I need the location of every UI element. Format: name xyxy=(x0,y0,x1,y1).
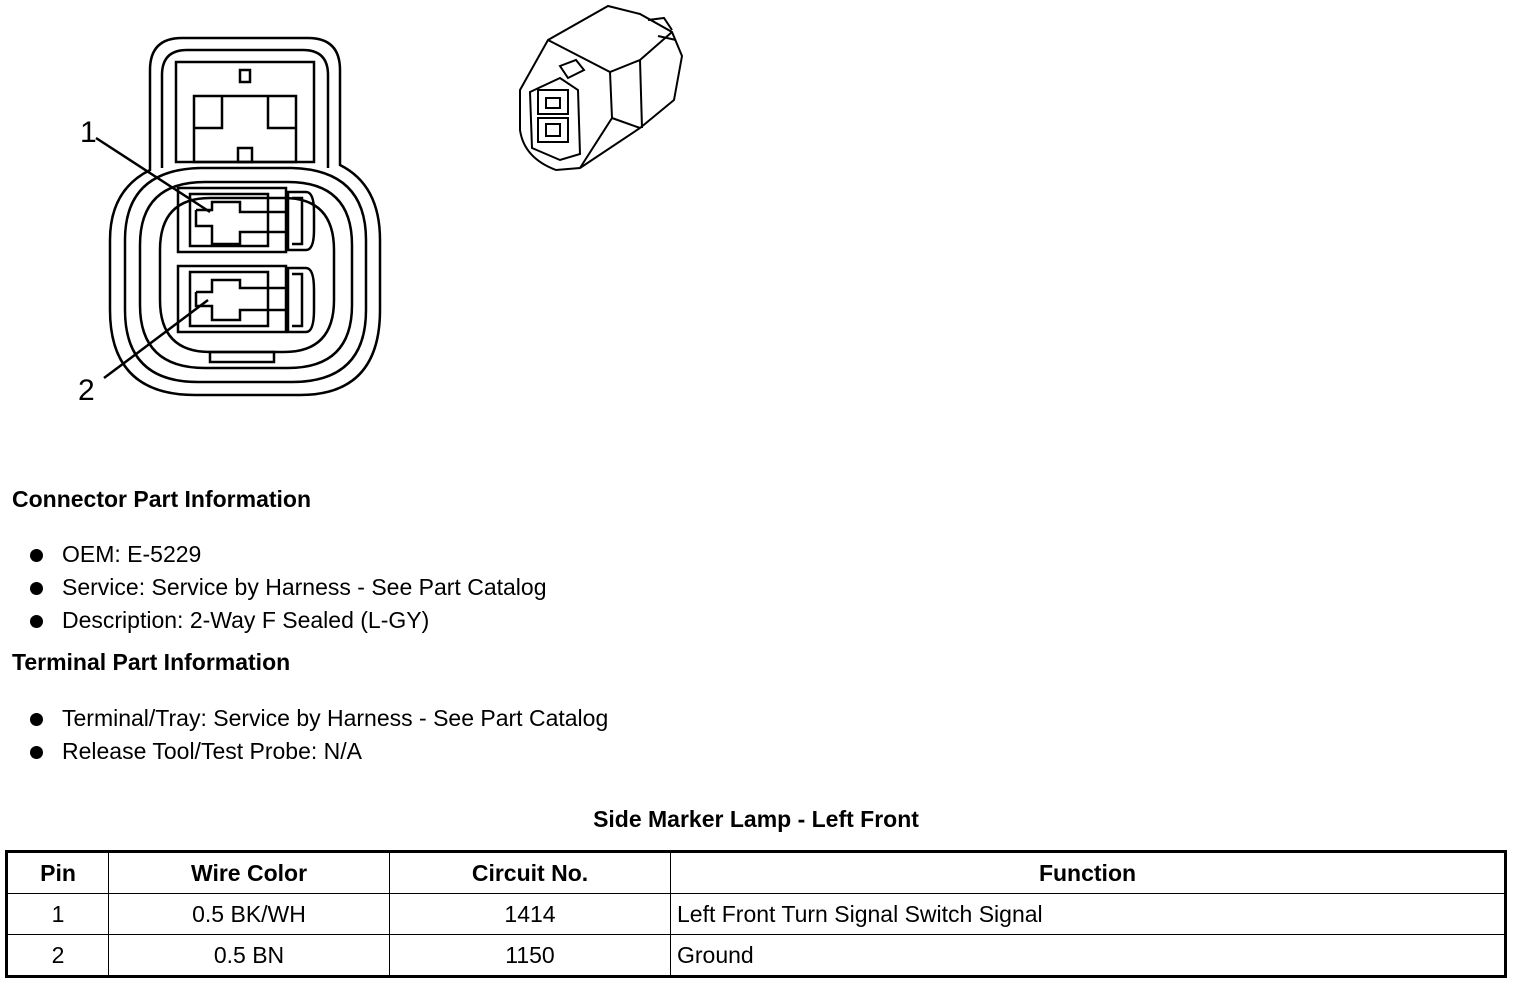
cell-wire-color: 0.5 BN xyxy=(109,935,390,977)
table-row xyxy=(7,935,1506,977)
connector-isometric-view xyxy=(520,6,682,170)
cavity-2 xyxy=(178,266,286,332)
bullet-icon xyxy=(30,746,43,759)
cell-pin: 2 xyxy=(7,935,109,977)
connector-diagram xyxy=(0,0,720,420)
cell-function: Left Front Turn Signal Switch Signal xyxy=(671,894,1506,935)
pin-label-2: 2 xyxy=(78,374,95,407)
connector-housing-outline xyxy=(110,38,380,395)
connector-part-info-list xyxy=(0,538,546,637)
cell-circuit-no: 1150 xyxy=(390,935,671,977)
cell-circuit-no: 1414 xyxy=(390,894,671,935)
table-header-row xyxy=(7,852,1506,894)
terminal-part-info-list xyxy=(0,702,608,768)
pin-table-title: Side Marker Lamp - Left Front xyxy=(593,806,919,832)
list-item: Terminal/Tray: Service by Harness - See Part Catalog xyxy=(0,702,608,735)
column-header-function: Function xyxy=(671,852,1506,894)
connector-part-info-title: Connector Part Information xyxy=(12,486,312,512)
cell-function: Ground xyxy=(671,935,1506,977)
table-row xyxy=(7,894,1506,935)
column-header-circuit-no: Circuit No. xyxy=(390,852,671,894)
list-item: Release Tool/Test Probe: N/A xyxy=(0,735,608,768)
pin-label-1: 1 xyxy=(80,116,97,149)
column-header-wire-color: Wire Color xyxy=(109,852,390,894)
list-item: Service: Service by Harness - See Part Catalog xyxy=(0,571,546,604)
terminal-part-info-title: Terminal Part Information xyxy=(12,649,291,675)
bullet-icon xyxy=(30,615,43,628)
bullet-icon xyxy=(30,582,43,595)
bullet-icon xyxy=(30,713,43,726)
list-item: Description: 2-Way F Sealed (L-GY) xyxy=(0,604,546,637)
column-header-pin: Pin xyxy=(7,852,109,894)
list-item: OEM: E-5229 xyxy=(0,538,546,571)
cell-pin: 1 xyxy=(7,894,109,935)
pin-table xyxy=(5,850,1507,978)
bullet-icon xyxy=(30,549,43,562)
cell-wire-color: 0.5 BK/WH xyxy=(109,894,390,935)
